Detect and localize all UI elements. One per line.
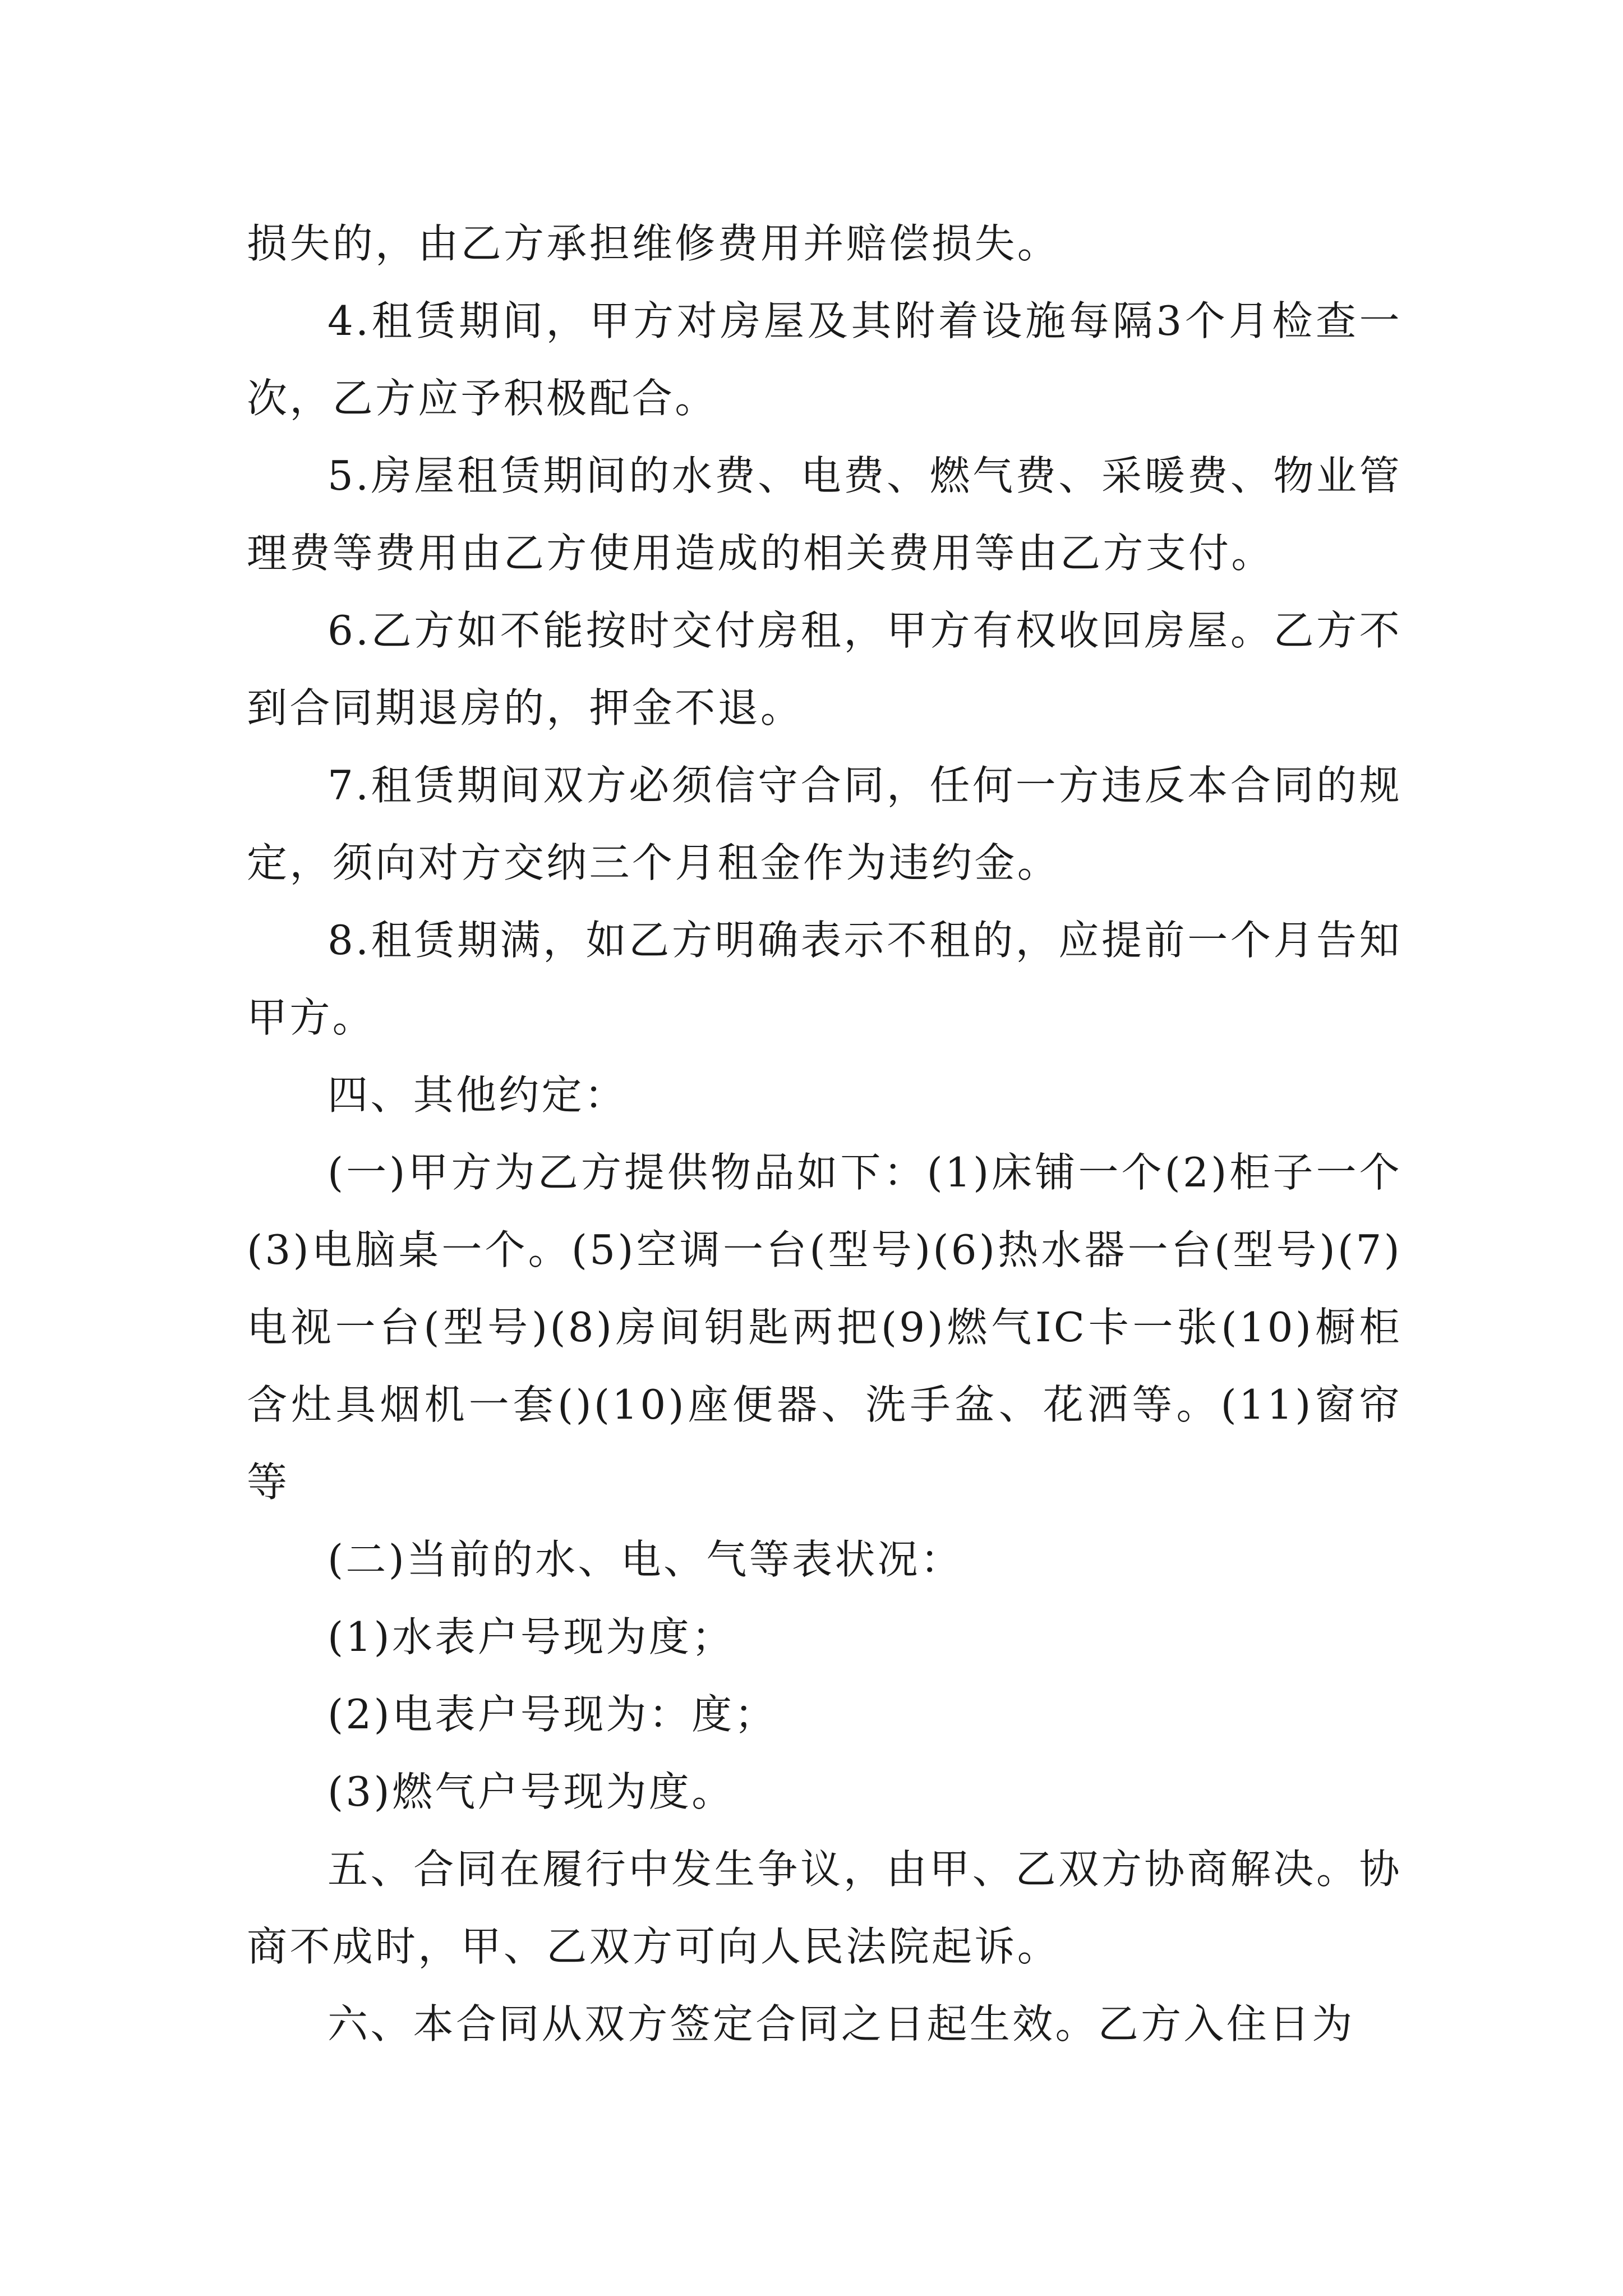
paragraph-water-meter: (1)水表户号现为度； (328, 1613, 735, 1660)
paragraph-provided-items: (一)甲方为乙方提供物品如下：(1)床铺一个(2)柜子一个(3)电脑桌一个。(5)空调一台(型号)(6)热水器一台(型号)(7)电视一台(型号)(8)房间钥匙两把(9)燃气IC卡一张(10)橱柜含灶具烟机一套()(10)座便器、洗手盆、花洒等。(11)窗帘等 (247, 1149, 1402, 1506)
paragraph-clause-8-expiry: 8.租赁期满，如乙方明确表示不租的，应提前一个月告知甲方。 (247, 917, 1402, 1041)
document-body (247, 205, 1402, 2063)
paragraph-damage-liability: 损失的，由乙方承担维修费用并赔偿损失。 (247, 220, 1061, 267)
paragraph-clause-5-utilities: 5.房屋租赁期间的水费、电费、燃气费、采暖费、物业管理费等费用由乙方使用造成的相关费用等由乙方支付。 (247, 452, 1402, 577)
paragraph-dispute-resolution: 五、合同在履行中发生争议，由甲、乙双方协商解决。协商不成时，甲、乙双方可向人民法院起诉。 (247, 1846, 1402, 1970)
paragraph-meter-status-heading: (二)当前的水、电、气等表状况： (328, 1536, 963, 1583)
paragraph-gas-meter: (3)燃气户号现为度。 (328, 1768, 735, 1815)
paragraph-clause-6-rent-payment: 6.乙方如不能按时交付房租，甲方有权收回房屋。乙方不到合同期退房的，押金不退。 (247, 607, 1402, 731)
paragraph-clause-7-breach: 7.租赁期间双方必须信守合同，任何一方违反本合同的规定，须向对方交纳三个月租金作为违约金。 (247, 762, 1402, 886)
paragraph-clause-4-inspection: 4.租赁期间，甲方对房屋及其附着设施每隔3个月检查一次，乙方应予积极配合。 (247, 297, 1402, 422)
section-heading-other-terms: 四、其他约定： (328, 1071, 628, 1119)
paragraph-electric-meter: (2)电表户号现为：度； (328, 1691, 777, 1738)
paragraph-effective-date: 六、本合同从双方签定合同之日起生效。乙方入住日为 (328, 2000, 1355, 2047)
